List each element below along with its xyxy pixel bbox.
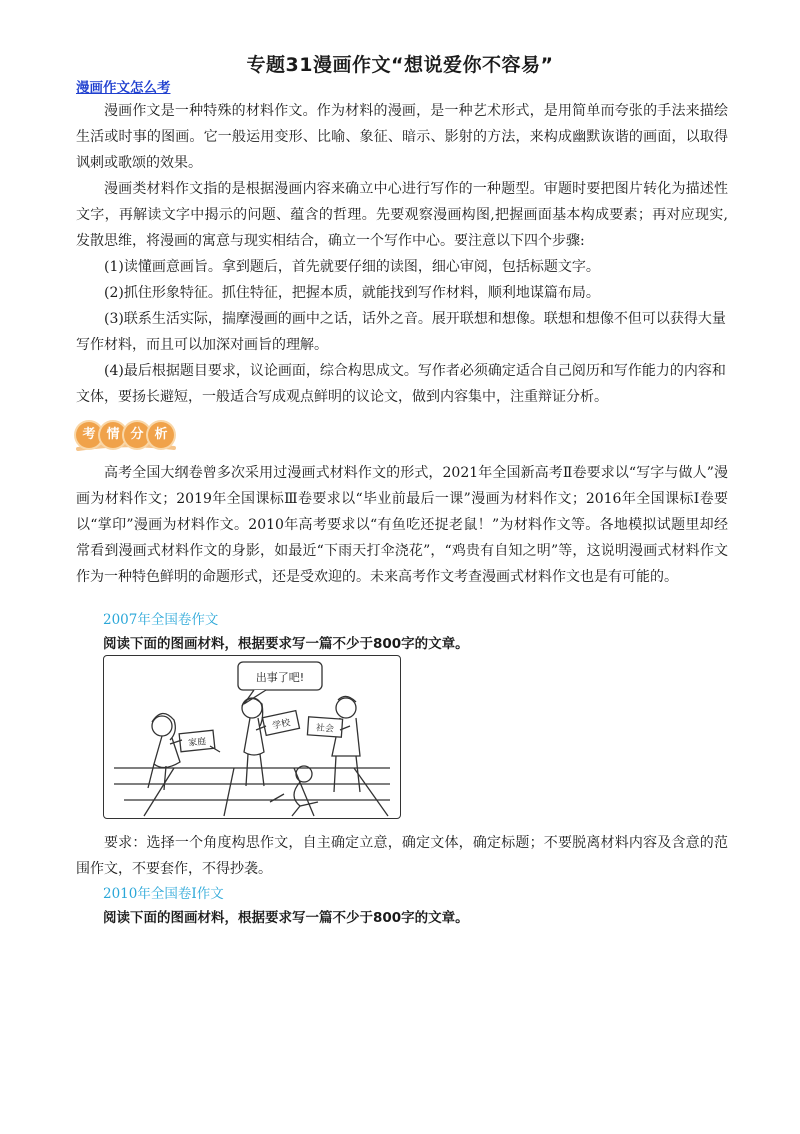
step-3: (3)联系生活实际，揣摩漫画的画中之话，话外之音。展开联想和想像。联想和想像不但可以获得大量写作材料，而且可以加深对画旨的理解。 xyxy=(76,311,726,353)
cartoon-drawing xyxy=(104,656,400,818)
exam-analysis-badge xyxy=(76,418,172,452)
exam-2007-heading: 2007年全国卷作文 xyxy=(103,612,219,628)
page-title: 专题31漫画作文“想说爱你不容易” xyxy=(246,54,554,76)
step-2: (2)抓住形象特征。抓住特征，把握本质，就能找到写作材料，顺利地谋篇布局。 xyxy=(104,285,600,301)
badge-char-4: 析 xyxy=(148,422,174,448)
cartoon-sign-family: 家庭 xyxy=(187,737,207,749)
exam-2007-instruction: 阅读下面的图画材料，根据要求写一篇不少于800字的文章。 xyxy=(103,636,469,652)
cartoon-image xyxy=(103,655,401,819)
cartoon-sign-society: 社会 xyxy=(315,723,335,735)
badge-char-1: 考 xyxy=(76,422,102,448)
step-4: (4)最后根据题目要求，议论画面，综合构思成文。写作者必须确定适合自己阅历和写作能力的内容和文体，要扬长避短，一般适合写成观点鲜明的议论文，做到内容集中，注重辩证分析。 xyxy=(76,363,726,405)
step-1: (1)读懂画意画旨。拿到题后，首先就要仔细的读图，细心审阅，包括标题文字。 xyxy=(104,259,600,275)
badge-char-2: 情 xyxy=(100,422,126,448)
intro-paragraph-1: 漫画作文是一种特殊的材料作文。作为材料的漫画，是一种艺术形式，是用简单而夸张的手法来描绘生活或时事的图画。它一般运用变形、比喻、象征、暗示、影射的方法，来构成幽默诙谐的画面，以取得讽刺或歌颂的效果。 xyxy=(76,103,728,171)
cartoon-sign-school: 学校 xyxy=(271,718,292,732)
analysis-paragraph: 高考全国大纲卷曾多次采用过漫画式材料作文的形式，2021年全国新高考Ⅱ卷要求以“写字与做人”漫画为材料作文；2019年全国课标Ⅲ卷要求以“毕业前最后一课”漫画为材料作文；2016年全国课标Ⅰ卷要以“掌印”漫画为材料作文。2010年高考要求以“有鱼吃还捉老鼠！”为材料作文等。各地模拟试题里却经常看到漫画式材料作文的身影，如最近“下雨天打伞浇花”，“鸡贵有自知之明”等，这说明漫画式材料作文作为一种特色鲜明的命题形式，还是受欢迎的。未来高考作文考查漫画式材料作文也是有可能的。 xyxy=(76,465,728,585)
exam-2010-heading: 2010年全国卷Ⅰ作文 xyxy=(103,886,224,902)
section-link-how-tested[interactable]: 漫画作文怎么考 xyxy=(76,80,171,96)
badge-char-3: 分 xyxy=(124,422,150,448)
cartoon-bubble-text: 出事了吧! xyxy=(255,671,305,684)
exam-2007-requirement: 要求：选择一个角度构思作文，自主确定立意，确定文体，确定标题；不要脱离材料内容及含意的范围作文，不要套作，不得抄袭。 xyxy=(76,835,728,877)
intro-paragraph-2: 漫画类材料作文指的是根据漫画内容来确立中心进行写作的一种题型。审题时要把图片转化为描述性文字，再解读文字中揭示的问题、蕴含的哲理。先要观察漫画构图,把握画面基本构成要素；再对应现实,发散思维，将漫画的寓意与现实相结合，确立一个写作中心。要注意以下四个步骤: xyxy=(76,181,728,249)
exam-2010-instruction: 阅读下面的图画材料，根据要求写一篇不少于800字的文章。 xyxy=(103,910,469,926)
